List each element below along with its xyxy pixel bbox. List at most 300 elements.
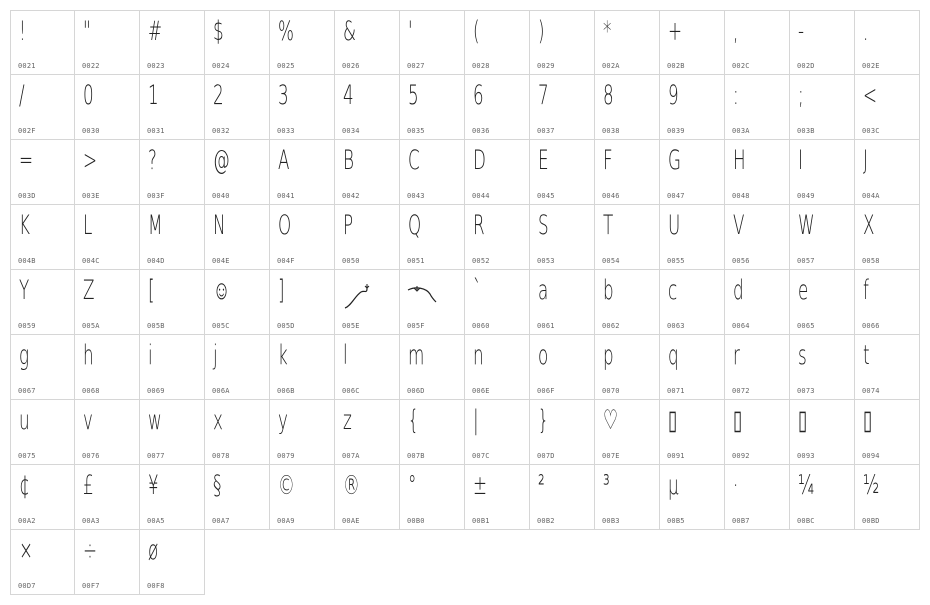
glyph-code: 00A7	[212, 517, 230, 525]
glyph-code: 00AE	[342, 517, 360, 525]
glyph-cell	[855, 75, 920, 140]
glyph-char: {	[408, 405, 419, 436]
glyph-code: 0033	[277, 127, 295, 135]
glyph-code: 0024	[212, 62, 230, 70]
glyph-code: 00D7	[18, 582, 36, 590]
glyph-char: t	[863, 340, 870, 371]
glyph-cell	[10, 270, 75, 335]
glyph-char: ®	[343, 470, 360, 501]
glyph-cell	[205, 400, 270, 465]
glyph-char: C	[408, 145, 420, 176]
glyph-cell	[400, 400, 465, 465]
glyph-char: 9	[668, 80, 679, 111]
glyph-cell	[855, 140, 920, 205]
glyph-cell	[270, 75, 335, 140]
glyph-cell	[530, 140, 595, 205]
glyph-char: £	[83, 470, 94, 501]
glyph-cell	[270, 335, 335, 400]
glyph-char: y	[278, 405, 288, 436]
glyph-char: A	[278, 145, 290, 176]
glyph-code: 0061	[537, 322, 555, 330]
glyph-char: O	[278, 210, 292, 241]
glyph-code: 0037	[537, 127, 555, 135]
glyph-cell	[10, 205, 75, 270]
glyph-code: 0021	[18, 62, 36, 70]
glyph-char: v	[83, 405, 93, 436]
glyph-code: 0046	[602, 192, 620, 200]
glyph-char: 7	[538, 80, 549, 111]
glyph-cell	[270, 140, 335, 205]
glyph-char: ±	[473, 470, 488, 501]
glyph-cell	[465, 205, 530, 270]
glyph-code: 0070	[602, 387, 620, 395]
glyph-cell	[725, 75, 790, 140]
glyph-code: 0042	[342, 192, 360, 200]
glyph-char: d	[733, 275, 744, 306]
glyph-char: ▯	[668, 405, 678, 436]
glyph-cell	[10, 335, 75, 400]
glyph-code: 007B	[407, 452, 425, 460]
glyph-cell	[75, 400, 140, 465]
glyph-code: 003D	[18, 192, 36, 200]
glyph-code: 0078	[212, 452, 230, 460]
glyph-cell	[140, 270, 205, 335]
glyph-cell	[75, 530, 140, 595]
glyph-code: 002E	[862, 62, 880, 70]
glyph-code: 00BC	[797, 517, 815, 525]
glyph-char: l	[343, 340, 348, 371]
glyph-code: 0035	[407, 127, 425, 135]
glyph-cell	[10, 10, 75, 75]
glyph-code: 0077	[147, 452, 165, 460]
glyph-code: 007D	[537, 452, 555, 460]
glyph-code: 0062	[602, 322, 620, 330]
glyph-cell	[270, 205, 335, 270]
glyph-code: 00BD	[862, 517, 880, 525]
glyph-cell	[205, 10, 270, 75]
glyph-cell	[140, 140, 205, 205]
glyph-char: e	[798, 275, 809, 306]
glyph-cell	[595, 75, 660, 140]
glyph-code: 0022	[82, 62, 100, 70]
glyph-code: 0052	[472, 257, 490, 265]
glyph-code: 0073	[797, 387, 815, 395]
glyph-code: 005D	[277, 322, 295, 330]
glyph-code: 0058	[862, 257, 880, 265]
glyph-code: 005F	[407, 322, 425, 330]
glyph-char: ©	[278, 470, 295, 501]
glyph-char: "	[83, 16, 91, 47]
glyph-code: 0092	[732, 452, 750, 460]
glyph-grid	[10, 10, 920, 595]
glyph-cell	[725, 335, 790, 400]
glyph-code: 002F	[18, 127, 36, 135]
glyph-char: P	[343, 210, 354, 241]
glyph-code: 0069	[147, 387, 165, 395]
glyph-cell	[465, 400, 530, 465]
glyph-cell	[725, 465, 790, 530]
glyph-code: 0066	[862, 322, 880, 330]
glyph-cell	[530, 335, 595, 400]
glyph-code: 003E	[82, 192, 100, 200]
glyph-char: b	[603, 275, 614, 306]
glyph-char: ,	[733, 16, 739, 47]
glyph-code: 0093	[797, 452, 815, 460]
glyph-cell	[855, 335, 920, 400]
glyph-cell	[400, 335, 465, 400]
glyph-code: 00F8	[147, 582, 165, 590]
glyph-code: 00A5	[147, 517, 165, 525]
glyph-code: 00B5	[667, 517, 685, 525]
glyph-char: z	[343, 405, 352, 436]
glyph-char: V	[733, 210, 745, 241]
glyph-cell	[725, 400, 790, 465]
glyph-cell	[140, 75, 205, 140]
glyph-cell	[10, 530, 75, 595]
glyph-char: 6	[473, 80, 484, 111]
glyph-cell	[335, 205, 400, 270]
glyph-code: 004C	[82, 257, 100, 265]
glyph-code: 007E	[602, 452, 620, 460]
glyph-code: 00F7	[82, 582, 100, 590]
glyph-cell	[335, 75, 400, 140]
glyph-char: g	[19, 340, 30, 371]
glyph-code: 0031	[147, 127, 165, 135]
glyph-cell	[660, 270, 725, 335]
glyph-char: ¢	[19, 470, 30, 501]
glyph-char: N	[213, 210, 226, 241]
glyph-cell	[595, 400, 660, 465]
glyph-code: 0027	[407, 62, 425, 70]
glyph-cell	[400, 10, 465, 75]
glyph-cell	[465, 335, 530, 400]
glyph-code: 00B7	[732, 517, 750, 525]
glyph-code: 0041	[277, 192, 295, 200]
glyph-char: |	[473, 405, 479, 436]
glyph-char: c	[668, 275, 678, 306]
glyph-code: 0079	[277, 452, 295, 460]
squiggle-bird-icon	[406, 284, 440, 312]
glyph-code: 0026	[342, 62, 360, 70]
glyph-cell	[790, 205, 855, 270]
glyph-char: F	[603, 145, 613, 176]
glyph-cell	[465, 465, 530, 530]
glyph-code: 0038	[602, 127, 620, 135]
glyph-code: 0030	[82, 127, 100, 135]
glyph-char: j	[213, 340, 218, 371]
glyph-cell	[725, 140, 790, 205]
glyph-code: 0047	[667, 192, 685, 200]
glyph-char: %	[278, 16, 294, 47]
glyph-char: f	[863, 275, 869, 306]
glyph-char: 0	[83, 80, 94, 111]
glyph-code: 0060	[472, 322, 490, 330]
glyph-cell	[270, 270, 335, 335]
glyph-cell	[595, 335, 660, 400]
glyph-char: #	[148, 16, 163, 47]
glyph-char: m	[408, 340, 425, 371]
glyph-char: ▯	[798, 405, 808, 436]
glyph-code: 0063	[667, 322, 685, 330]
glyph-char: '	[408, 16, 413, 47]
glyph-cell	[660, 335, 725, 400]
glyph-cell	[75, 75, 140, 140]
glyph-cell	[205, 205, 270, 270]
glyph-char: ²	[538, 470, 545, 501]
glyph-cell	[660, 465, 725, 530]
glyph-code: 0055	[667, 257, 685, 265]
glyph-code: 0065	[797, 322, 815, 330]
glyph-code: 006F	[537, 387, 555, 395]
glyph-char: +	[668, 16, 683, 47]
glyph-code: 005B	[147, 322, 165, 330]
glyph-cell	[75, 335, 140, 400]
glyph-code: 0040	[212, 192, 230, 200]
glyph-char: *	[603, 16, 612, 47]
glyph-char: 4	[343, 80, 354, 111]
glyph-code: 002C	[732, 62, 750, 70]
glyph-char: ]	[278, 275, 285, 306]
glyph-cell	[855, 400, 920, 465]
glyph-char: ▯	[863, 405, 873, 436]
glyph-cell	[335, 140, 400, 205]
glyph-code: 004D	[147, 257, 165, 265]
glyph-code: 0059	[18, 322, 36, 330]
glyph-char: $	[213, 16, 224, 47]
glyph-cell	[595, 270, 660, 335]
glyph-cell	[10, 75, 75, 140]
glyph-code: 0067	[18, 387, 36, 395]
glyph-char: !	[19, 16, 26, 47]
glyph-cell	[530, 10, 595, 75]
glyph-char: o	[538, 340, 549, 371]
glyph-code: 0045	[537, 192, 555, 200]
glyph-cell	[530, 400, 595, 465]
glyph-char: ×	[19, 535, 34, 566]
glyph-cell	[270, 465, 335, 530]
glyph-code: 0043	[407, 192, 425, 200]
glyph-char: W	[798, 210, 815, 241]
glyph-code: 0053	[537, 257, 555, 265]
glyph-code: 003B	[797, 127, 815, 135]
glyph-cell	[855, 270, 920, 335]
glyph-char: x	[213, 405, 223, 436]
glyph-cell	[75, 140, 140, 205]
glyph-cell	[790, 75, 855, 140]
glyph-char: 8	[603, 80, 614, 111]
glyph-code: 0023	[147, 62, 165, 70]
glyph-char: ¼	[798, 470, 815, 501]
glyph-char: ø	[148, 535, 159, 566]
glyph-char: J	[863, 145, 868, 176]
glyph-code: 007A	[342, 452, 360, 460]
glyph-cell	[790, 270, 855, 335]
glyph-cell	[855, 205, 920, 270]
glyph-cell	[660, 400, 725, 465]
glyph-char: H	[733, 145, 746, 176]
glyph-code: 00A9	[277, 517, 295, 525]
glyph-cell	[10, 400, 75, 465]
glyph-code: 00B2	[537, 517, 555, 525]
glyph-char: 3	[278, 80, 289, 111]
glyph-cell	[790, 140, 855, 205]
glyph-char: B	[343, 145, 354, 176]
glyph-code: 002A	[602, 62, 620, 70]
glyph-char: X	[863, 210, 875, 241]
glyph-char: <	[863, 80, 878, 111]
glyph-char: `	[473, 275, 482, 306]
glyph-char: ½	[863, 470, 880, 501]
glyph-code: 004E	[212, 257, 230, 265]
glyph-code: 0049	[797, 192, 815, 200]
glyph-code: 003C	[862, 127, 880, 135]
glyph-cell	[205, 270, 270, 335]
glyph-code: 006E	[472, 387, 490, 395]
glyph-cell	[530, 205, 595, 270]
glyph-char: 5	[408, 80, 419, 111]
glyph-cell	[530, 270, 595, 335]
glyph-code: 0025	[277, 62, 295, 70]
glyph-cell	[75, 270, 140, 335]
glyph-code: 0056	[732, 257, 750, 265]
glyph-code: 0044	[472, 192, 490, 200]
glyph-cell	[595, 205, 660, 270]
glyph-code: 0054	[602, 257, 620, 265]
glyph-char: D	[473, 145, 486, 176]
glyph-char: ¥	[148, 470, 159, 501]
glyph-char: ▯	[733, 405, 743, 436]
glyph-cell	[335, 465, 400, 530]
glyph-code: 00B3	[602, 517, 620, 525]
glyph-code: 003A	[732, 127, 750, 135]
glyph-code: 0050	[342, 257, 360, 265]
glyph-char: i	[148, 340, 153, 371]
glyph-cell	[530, 75, 595, 140]
glyph-char: &	[343, 16, 357, 47]
glyph-char: (	[473, 16, 480, 47]
glyph-cell	[270, 400, 335, 465]
glyph-cell	[335, 335, 400, 400]
glyph-cell	[400, 75, 465, 140]
glyph-cell	[660, 140, 725, 205]
glyph-code: 007C	[472, 452, 490, 460]
glyph-char: >	[83, 145, 98, 176]
glyph-code: 004A	[862, 192, 880, 200]
glyph-char: M	[148, 210, 163, 241]
glyph-char: L	[83, 210, 93, 241]
glyph-code: 006A	[212, 387, 230, 395]
glyph-char: r	[733, 340, 740, 371]
glyph-code: 002D	[797, 62, 815, 70]
glyph-char: @	[213, 145, 230, 176]
glyph-code: 0028	[472, 62, 490, 70]
glyph-cell	[205, 75, 270, 140]
glyph-code: 006C	[342, 387, 360, 395]
glyph-cell	[140, 465, 205, 530]
glyph-char: R	[473, 210, 485, 241]
glyph-cell	[400, 270, 465, 335]
glyph-char: U	[668, 210, 681, 241]
glyph-cell	[790, 465, 855, 530]
glyph-code: 00A3	[82, 517, 100, 525]
glyph-code: 0034	[342, 127, 360, 135]
glyph-char: }	[538, 405, 549, 436]
glyph-char: n	[473, 340, 484, 371]
glyph-cell	[465, 140, 530, 205]
glyph-cell	[465, 75, 530, 140]
glyph-char: G	[668, 145, 681, 176]
glyph-char: µ	[668, 470, 679, 501]
glyph-cell	[270, 10, 335, 75]
glyph-char: /	[19, 80, 25, 111]
glyph-char: a	[538, 275, 549, 306]
squiggle-flower-icon	[343, 282, 377, 310]
glyph-code: 0094	[862, 452, 880, 460]
glyph-cell	[140, 400, 205, 465]
glyph-char: ³	[603, 470, 610, 501]
glyph-cell	[595, 140, 660, 205]
glyph-char: =	[19, 145, 34, 176]
glyph-code: 005C	[212, 322, 230, 330]
glyph-cell	[530, 465, 595, 530]
glyph-code: 00B1	[472, 517, 490, 525]
glyph-code: 0039	[667, 127, 685, 135]
glyph-char: 2	[213, 80, 224, 111]
glyph-char: K	[19, 210, 30, 241]
glyph-char: Q	[408, 210, 422, 241]
glyph-cell	[660, 75, 725, 140]
glyph-char: I	[798, 145, 803, 176]
glyph-cell	[75, 465, 140, 530]
glyph-code: 002B	[667, 62, 685, 70]
glyph-char: ;	[798, 80, 804, 111]
glyph-cell	[465, 270, 530, 335]
glyph-char: h	[83, 340, 94, 371]
glyph-char: ☺	[213, 275, 231, 306]
glyph-code: 0071	[667, 387, 685, 395]
glyph-char: T	[603, 210, 614, 241]
glyph-code: 0068	[82, 387, 100, 395]
glyph-cell	[400, 205, 465, 270]
glyph-char: S	[538, 210, 549, 241]
glyph-char: Z	[83, 275, 95, 306]
glyph-cell	[205, 140, 270, 205]
glyph-cell	[205, 335, 270, 400]
glyph-code: 00A2	[18, 517, 36, 525]
glyph-cell	[855, 465, 920, 530]
glyph-char: §	[213, 470, 222, 501]
glyph-char: s	[798, 340, 807, 371]
glyph-code: 005E	[342, 322, 360, 330]
glyph-char: E	[538, 145, 549, 176]
glyph-code: 0029	[537, 62, 555, 70]
glyph-cell	[140, 10, 205, 75]
glyph-char: .	[863, 16, 869, 47]
glyph-char: -	[798, 16, 805, 47]
glyph-cell	[140, 530, 205, 595]
glyph-cell	[205, 465, 270, 530]
glyph-char: ?	[148, 145, 157, 176]
glyph-code: 006B	[277, 387, 295, 395]
glyph-code: 0064	[732, 322, 750, 330]
glyph-cell	[790, 335, 855, 400]
glyph-cell	[335, 270, 400, 335]
glyph-code: 0076	[82, 452, 100, 460]
glyph-char: ÷	[83, 535, 98, 566]
glyph-cell	[725, 270, 790, 335]
glyph-code: 005A	[82, 322, 100, 330]
glyph-code: 0074	[862, 387, 880, 395]
